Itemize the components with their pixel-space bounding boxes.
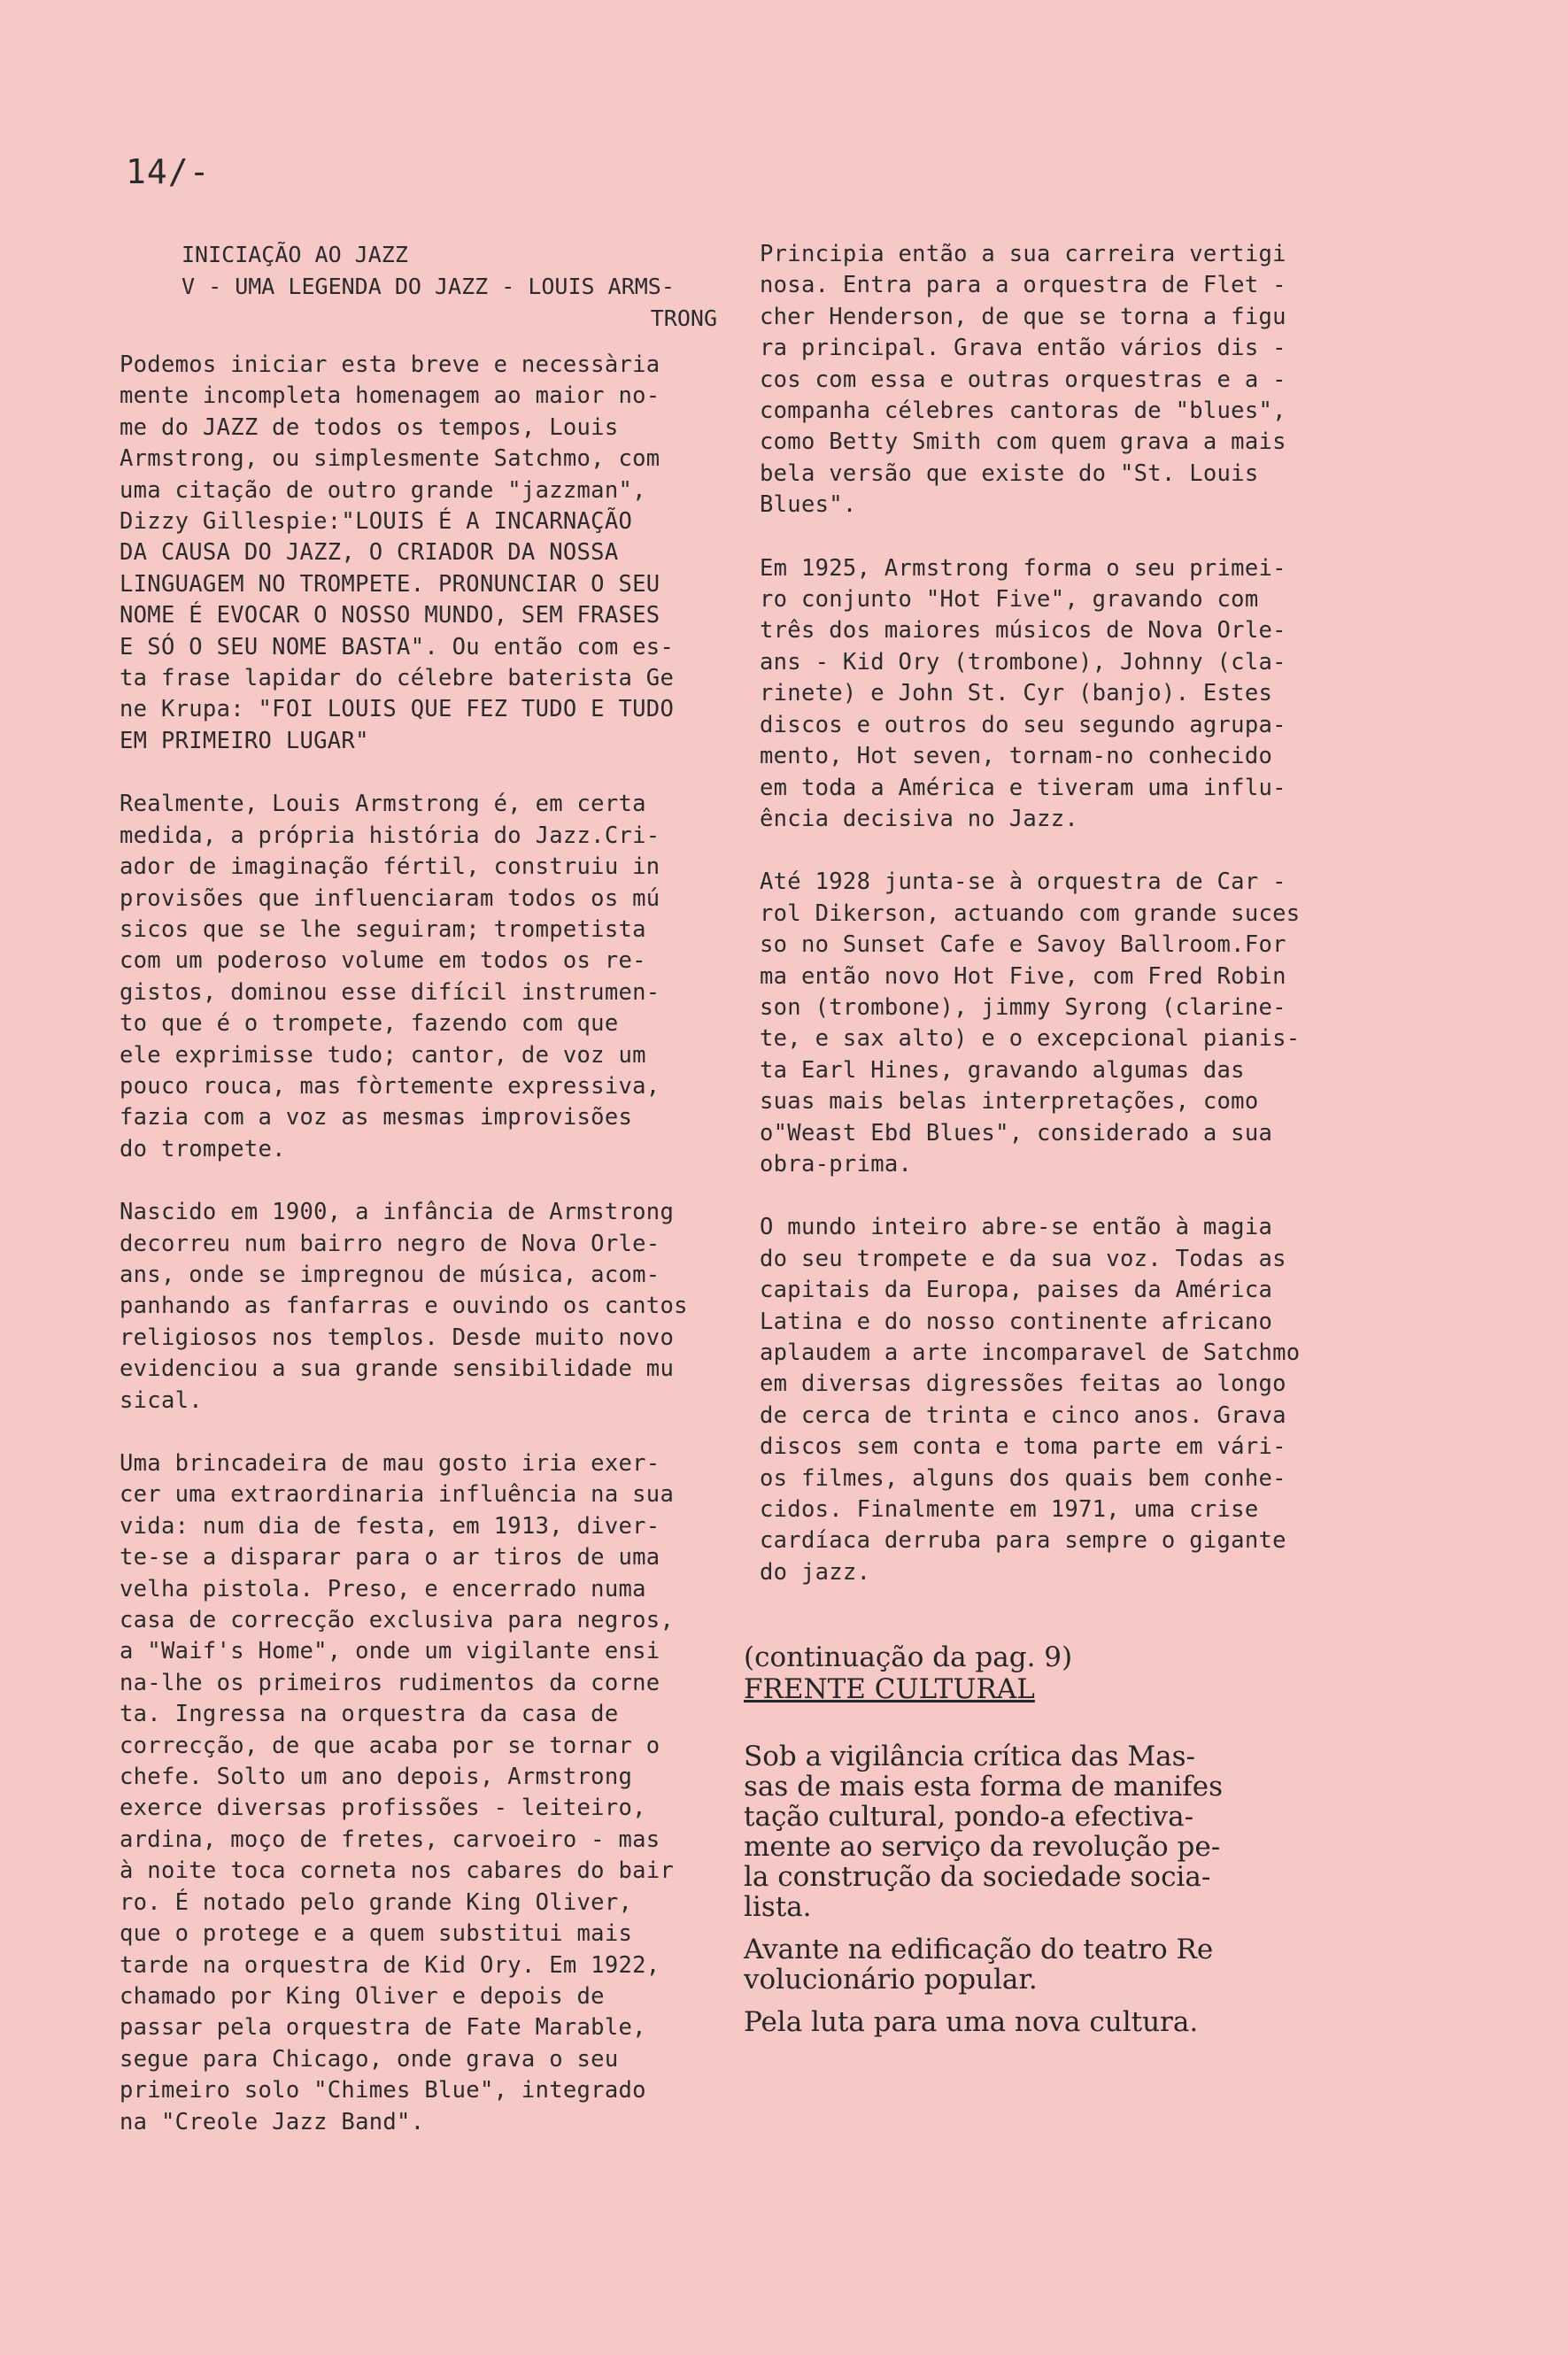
heading-line-2: V - UMA LEGENDA DO JAZZ - LOUIS ARMS- <box>182 274 675 299</box>
page-number: 14/- <box>126 152 211 191</box>
right-column <box>760 239 1344 1620</box>
paragraph: Até 1928 junta-se à orquestra de Car - rol Dikerson, actuando com grande suces so no Sunset Cafe e Savoy Ballroom.For ma então novo Hot Five, com Fred Robin son (trombone), jimmy Syrong (clarine- te, e sax alto) e o excepcional pianis- ta Earl Hines, gravando algumas das suas mais belas interpretações, como o"Weast Ebd Blues", considerado a sua obra-prima. <box>760 869 1301 1178</box>
left-column <box>120 350 730 2170</box>
paragraph: Principia então a sua carreira vertigi nosa. Entra para a orquestra de Flet - cher Henderson, de que se torna a figu ra principal. Grava então vários dis - cos com essa e outras orquestras e a - companha célebres cantoras de "blues", como Betty Smith com quem grava a mais bela versão que existe do "St. Louis Blues". <box>760 241 1286 519</box>
paragraph: Realmente, Louis Armstrong é, em certa medida, a própria história do Jazz.Cri- ador de imaginação fértil, construiu in provisões que influenciaram todos os mú sicos que se lhe seguiram; trompetista com um poderoso volume em todos os re- gistos, dominou esse difícil instrumen- to que é o trompete, fazendo com que ele exprimisse tudo; cantor, de voz um pouco rouca, mas fòrtemente expressiva, fazia com a voz as mesmas improvisões do trompete. <box>120 791 660 1162</box>
paragraph: Uma brincadeira de mau gosto iria exer- cer uma extraordinaria influência na sua vida: num dia de festa, em 1913, diver- te-se a disparar para o ar tiros de uma velha pistola. Preso, e encerrado numa casa de correcção exclusiva para negros, a "Waif's Home", onde um vigilante ensi na-lhe os primeiros rudimentos da corne ta. Ingressa na orquestra da casa de correcção, de que acaba por se tornar o chefe. Solto um ano depois, Armstrong exerce diversas profissões - leiteiro, ardina, moço de fretes, carvoeiro - mas à noite toca corneta nos cabares do bair ro. É notado pelo grande King Oliver, que o protege e a quem substitui mais tarde na orquestra de Kid Ory. Em 1922, chamado por King Oliver e depois de passar pela orquestra de Fate Marable, segue para Chicago, onde grava o seu primeiro solo "Chimes Blue", integrado na "Creole Jazz Band". <box>120 1450 675 2135</box>
continuation-section <box>744 1642 1363 2050</box>
paragraph: Avante na edificação do teatro Re volucionário popular. <box>744 1934 1214 1996</box>
paragraph: Em 1925, Armstrong forma o seu primei- ro conjunto "Hot Five", gravando com três dos maiores músicos de Nova Orle- ans - Kid Ory (trombone), Johnny (cla- rinete) e John St. Cyr (banjo). Estes discos e outros do seu segundo agrupa- mento, Hot seven, tornam-no conhecido em toda a América e tiveram uma influ- ência decisiva no Jazz. <box>760 554 1286 832</box>
paragraph: Podemos iniciar esta breve e necessària mente incompleta homenagem ao maior no- me do JAZZ de todos os tempos, Louis Armstrong, ou simplesmente Satchmo, com uma citação de outro grande "jazzman", Dizzy Gillespie:"LOUIS É A INCARNAÇÃO DA CAUSA DO JAZZ, O CRIADOR DA NOSSA LINGUAGEM NO TROMPETE. PRONUNCIAR O SEU NOME É EVOCAR O NOSSO MUNDO, SEM FRASES E SÓ O SEU NOME BASTA". Ou então com es- ta frase lapidar do célebre baterista Ge ne Krupa: "FOI LOUIS QUE FEZ TUDO E TUDO EM PRIMEIRO LUGAR" <box>120 351 675 754</box>
paragraph: Nascido em 1900, a infância de Armstrong decorreu num bairro negro de Nova Orle- ans, onde se impregnou de música, acom- panhando as fanfarras e ouvindo os cantos religiosos nos templos. Desde muito novo evidenciou a sua grande sensibilidade mu sical. <box>120 1199 688 1414</box>
paragraph: O mundo inteiro abre-se então à magia do seu trompete e da sua voz. Todas as capitais da Europa, paises da América Latina e do nosso continente africano aplaudem a arte incomparavel de Satchmo em diversas digressões feitas ao longo de cerca de trinta e cinco anos. Grava discos sem conta e toma parte em vári- os filmes, alguns dos quais bem conhe- cidos. Finalmente em 1971, uma crise cardíaca derruba para sempre o gigante do jazz. <box>760 1214 1301 1586</box>
continuation-note: (continuação da pag. 9) <box>744 1641 1073 1673</box>
article-heading <box>182 239 730 335</box>
paragraph: Pela luta para uma nova cultura. <box>744 2006 1199 2038</box>
heading-line-1: INICIAÇÃO AO JAZZ <box>182 242 408 267</box>
heading-line-3: TRONG <box>650 305 717 331</box>
paragraph: Sob a vigilância crítica das Mas- sas de mais esta forma de manifes tação cultural, pondo-a efectiva- mente ao serviço da revolução pe- la construção da sociedade socia- lista. <box>744 1741 1224 1923</box>
section-title: FRENTE CULTURAL <box>744 1673 1035 1705</box>
